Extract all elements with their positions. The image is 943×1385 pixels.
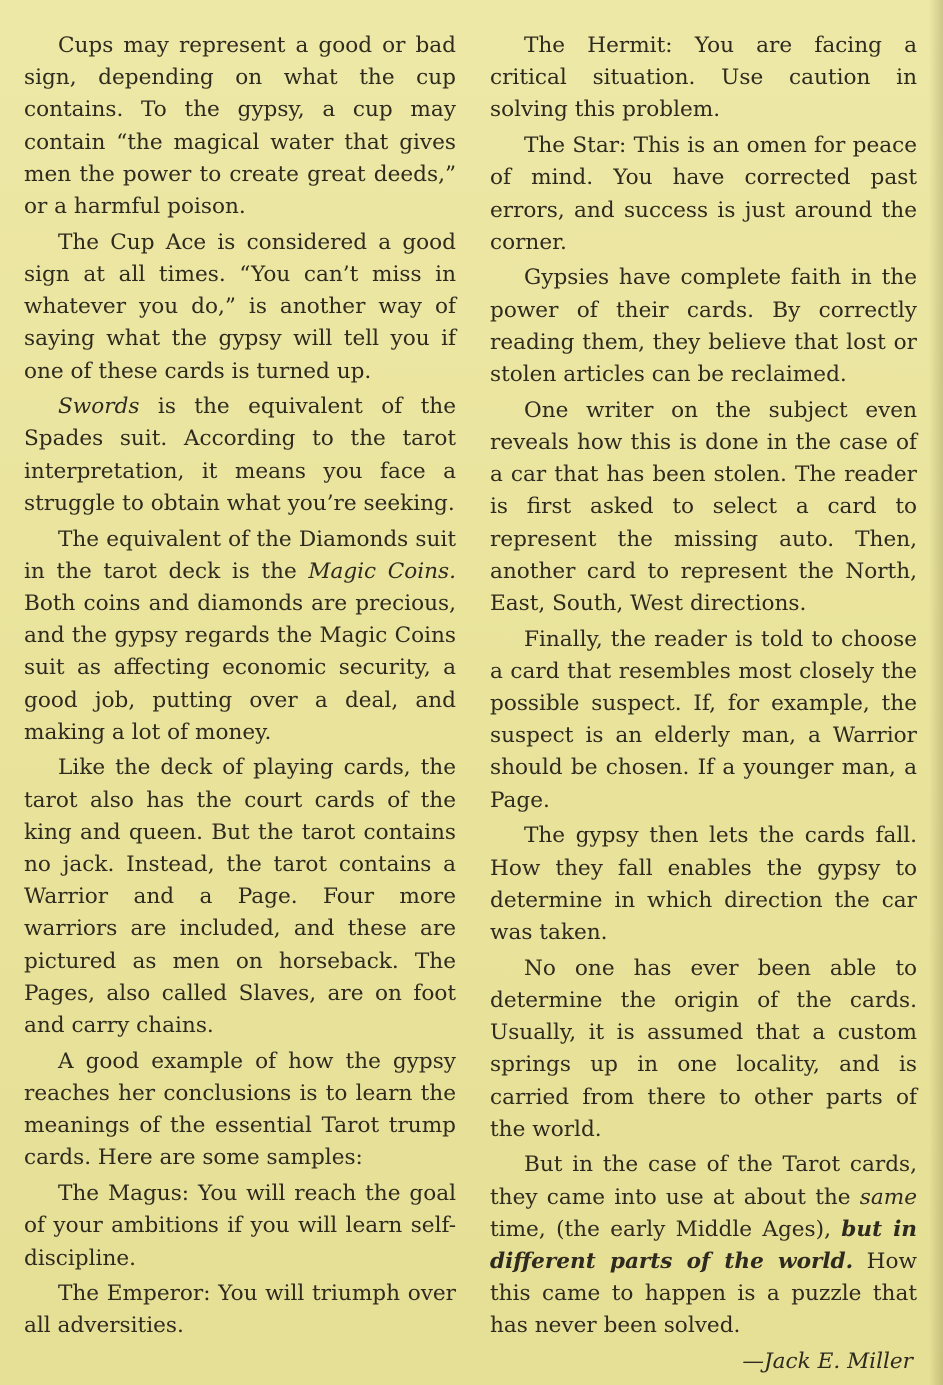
paragraph-suspect: Finally, the reader is told to choose a card that resembles most closely the possible suspect. If, for example, the suspect is an elderly man, a Warrior should be chosen. If a younger man, a Page. bbox=[490, 626, 917, 813]
conclusion-same: same bbox=[859, 1184, 917, 1210]
paragraph-star: The Star: This is an omen for peace of mind. You have corrected past errors, and success is just around the corner. bbox=[490, 133, 917, 255]
paragraph-magus: The Magus: You will reach the goal of your ambitions if you will learn self-discipline. bbox=[24, 1181, 456, 1271]
conclusion-emphasis: but in different parts of the world. bbox=[490, 1216, 917, 1275]
conclusion-middle: time, (the early Middle Ages), bbox=[490, 1216, 842, 1242]
paragraph-trump-cards: A good example of how the gypsy reaches her conclusions is to learn the meanings of the essential Tarot trump cards. Here are some samples: bbox=[24, 1048, 456, 1171]
author-signature: —Jack E. Miller bbox=[742, 1349, 913, 1375]
paragraph-hermit: The Hermit: You are facing a critical situation. Use caution in solving this problem. bbox=[490, 33, 917, 123]
paragraph-magic-coins bbox=[24, 524, 456, 749]
magic-coins-text: Both coins and diamonds are precious, and the gypsy regards the Magic Coins suit as affecting economic security, a good job, putting over a deal, and making a lot of money. bbox=[24, 590, 456, 745]
swords-term: Swords bbox=[58, 394, 140, 420]
paragraph-conclusion bbox=[490, 1149, 917, 1342]
paragraph-swords bbox=[24, 391, 456, 520]
swords-text: is the equivalent of the Spades suit. According to the tarot interpretation, it means you face a struggle to obtain what you’re seeking. bbox=[24, 394, 456, 516]
left-column bbox=[24, 30, 456, 1346]
right-column bbox=[490, 30, 917, 1382]
paragraph-cup-ace: The Cup Ace is considered a good sign at all times. “You can’t miss in whatever you do,” is another way of saying what the gypsy will tell you if one of these cards is turned up. bbox=[24, 229, 456, 384]
paragraph-court-cards: Like the deck of playing cards, the tarot also has the court cards of the king and queen. But the tarot contains no jack. Instead, the tarot contains a Warrior and a Page. Four more warriors are included, and these are pictured as men on horseback. The Pages, also called Slaves, are on foot and carry chains. bbox=[24, 755, 456, 1039]
conclusion-intro: But in the case of the Tarot cards, they came into use at about the bbox=[490, 1152, 917, 1210]
paragraph-cards-fall: The gypsy then lets the cards fall. How they fall enables the gypsy to determine in which direction the car was taken. bbox=[490, 823, 917, 945]
paragraph-cups: Cups may represent a good or bad sign, depending on what the cup contains. To the gypsy, a cup may contain “the magical water that gives men the power to create great deeds,” or a harmful poison. bbox=[24, 33, 456, 220]
paragraph-faith: Gypsies have complete faith in the power of their cards. By correctly reading them, they believe that lost or stolen articles can be reclaimed. bbox=[490, 265, 917, 388]
magic-coins-term: Magic Coins. bbox=[308, 558, 456, 584]
paragraph-origin: No one has ever been able to determine the origin of the cards. Usually, it is assumed that a custom springs up in one locality, and is carried from there to other parts of the world. bbox=[490, 955, 917, 1142]
magic-coins-intro: The equivalent of the Diamonds suit in the tarot deck is the bbox=[24, 526, 456, 584]
conclusion-end: How this came to happen is a puzzle that has never been solved. bbox=[490, 1249, 917, 1339]
paragraph-stolen-car: One writer on the subject even reveals how this is done in the case of a car that has been stolen. The reader is first asked to select a card to represent the missing auto. Then, another card to represent the North, East, South, West directions. bbox=[490, 397, 917, 616]
paragraph-emperor: The Emperor: You will triumph over all adversities. bbox=[24, 1281, 456, 1339]
